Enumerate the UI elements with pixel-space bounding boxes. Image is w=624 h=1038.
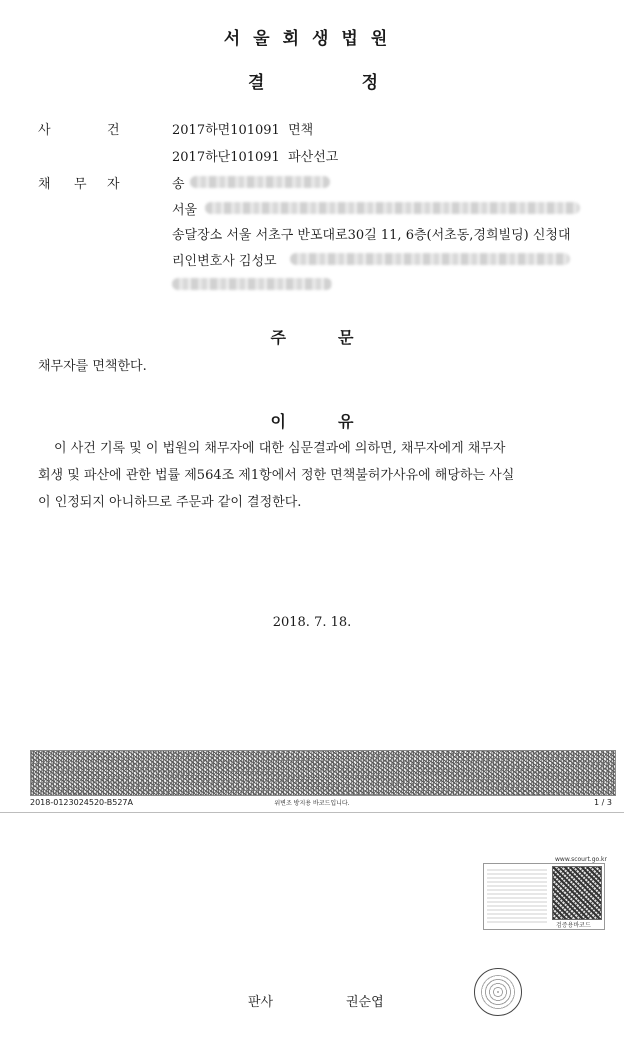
debtor-name: 송	[172, 177, 185, 192]
debtor-label-char-1: 채	[38, 177, 51, 192]
title-char-2: 정	[361, 73, 378, 93]
page-separator	[0, 812, 624, 813]
court-name: 서울회생법원	[223, 29, 401, 49]
order-heading-char-2: 문	[338, 328, 354, 347]
redacted-address	[205, 202, 580, 214]
debtor-address: 서울	[172, 203, 198, 218]
verify-caption: 검증용바코드	[556, 922, 591, 929]
document-id: 2018-0123024520-B527A	[30, 798, 133, 807]
reasons-text	[38, 435, 586, 516]
judge-role: 판사	[248, 995, 274, 1010]
reasons-line-2: 회생 및 파산에 관한 법률 제564조 제1항에서 정한 면책불허가사유에 해당하는 사실	[38, 468, 515, 483]
case-name-1: 면책	[288, 123, 314, 138]
order-heading-char-1: 주	[270, 328, 286, 347]
judge-name: 권순엽	[346, 995, 384, 1010]
case-name-2: 파산선고	[288, 150, 339, 165]
reasons-heading	[0, 409, 624, 432]
service-address: 송달장소 서울 서초구 반포대로30길 11, 6층(서초동,경희빌딩) 신청대	[172, 228, 571, 243]
judge-seal	[474, 968, 522, 1016]
verify-url: www.scourt.go.kr	[555, 856, 607, 863]
barcode-caption: 위변조 방지용 바코드입니다.	[274, 800, 350, 807]
verification-qr-code	[552, 866, 602, 920]
verification-pattern	[487, 868, 547, 923]
case-label-char-2: 건	[107, 123, 120, 138]
case-line-1	[172, 119, 313, 138]
case-line-2	[172, 146, 338, 165]
redacted-agent-info	[290, 253, 570, 265]
page-indicator: 1 / 3	[594, 798, 612, 807]
anti-forgery-barcode	[30, 750, 616, 796]
order-heading	[0, 325, 624, 348]
case-number-1: 2017하면101091	[172, 123, 280, 138]
reasons-heading-char-2: 유	[338, 412, 354, 431]
debtor-label-char-2: 무	[74, 177, 87, 192]
redacted-name	[190, 176, 330, 188]
case-label-char-1: 사	[38, 123, 51, 138]
debtor-label-char-3: 자	[107, 177, 120, 192]
agent-lawyer: 리인변호사 김성모	[172, 254, 277, 269]
case-number-2: 2017하단101091	[172, 150, 280, 165]
reasons-heading-char-1: 이	[270, 412, 286, 431]
reasons-line-1: 이 사건 기록 및 이 법원의 채무자에 대한 심문결과에 의하면, 채무자에게 채무자	[54, 441, 506, 456]
document-title	[248, 68, 378, 93]
redacted-agent-info-2	[172, 278, 332, 290]
seal-pattern	[481, 975, 515, 1009]
decision-date: 2018. 7. 18.	[272, 615, 352, 630]
order-text: 채무자를 면책한다.	[38, 359, 147, 374]
title-char-1: 결	[248, 73, 265, 93]
reasons-line-3: 이 인정되지 아니하므로 주문과 같이 결정한다.	[38, 495, 302, 510]
